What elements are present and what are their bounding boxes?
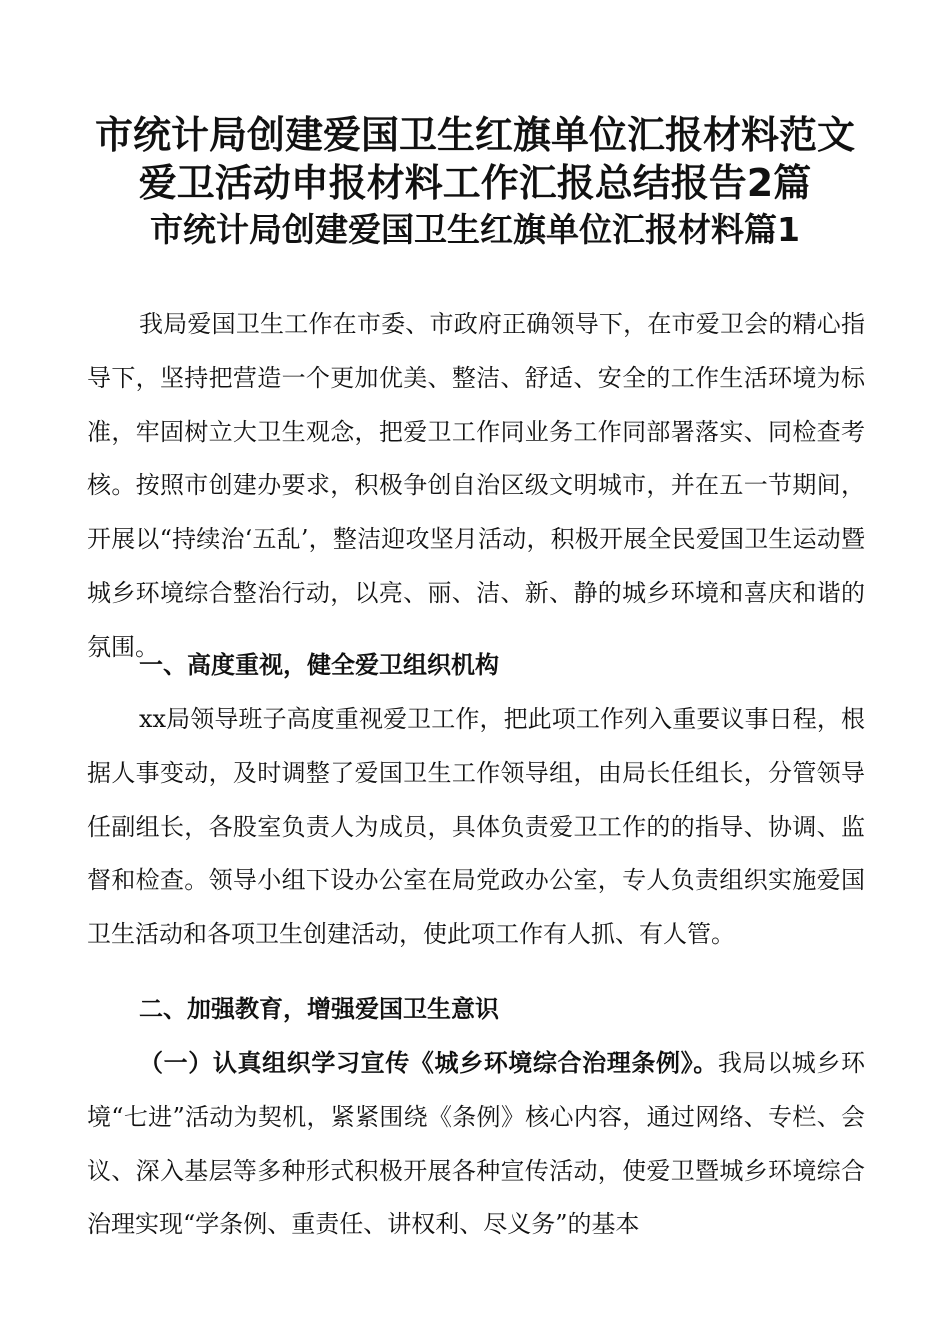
paragraph-body: 我局以城乡环境“七进”活动为契机，紧紧围绕《条例》核心内容，通过网络、专栏、会议、深入基层等多种形式积极开展各种宣传活动，使爱卫暨城乡环境综合治理实现“学条例、重责任、讲权利、尽义务”的基本 xyxy=(87,1049,866,1239)
paragraph-organization: xx局领导班子高度重视爱卫工作，把此项工作列入重要议事日程，根据人事变动，及时调整了爱国卫生工作领导组，由局长任组长，分管领导任副组长，各股室负责人为成员，具体负责爱卫工作的的指导、协调、监督和检查。领导小组下设办公室在局党政办公室，专人负责组织实施爱国卫生活动和各项卫生创建活动，使此项工作有人抓、有人管。 xyxy=(87,705,865,949)
document-title-line-1: 市统计局创建爱国卫生红旗单位汇报材料范文 xyxy=(94,113,855,157)
paragraph-education xyxy=(87,1037,865,1252)
heading-one: 一、高度重视，健全爱卫组织机构 xyxy=(139,651,499,679)
section-title: 市统计局创建爱国卫生红旗单位汇报材料篇1 xyxy=(150,210,800,249)
heading-two: 二、加强教育，增强爱国卫生意识 xyxy=(139,995,499,1023)
document-title-line-2: 爱卫活动申报材料工作汇报总结报告2篇 xyxy=(138,161,812,205)
intro-paragraph: 我局爱国卫生工作在市委、市政府正确领导下，在市爱卫会的精心指导下，坚持把营造一个更加优美、整洁、舒适、安全的工作生活环境为标准，牢固树立大卫生观念，把爱卫工作同业务工作同部署落实、同检查考核。按照市创建办要求，积极争创自治区级文明城市，并在五一节期间，开展以“持续治‘五乱’，整洁迎攻坚月活动，积极开展全民爱国卫生运动暨城乡环境综合整治行动，以亮、丽、洁、新、静的城乡环境和喜庆和谐的氛围。 xyxy=(87,310,865,661)
paragraph-lead-bold: （一）认真组织学习宣传《城乡环境综合治理条例》。 xyxy=(139,1049,718,1077)
